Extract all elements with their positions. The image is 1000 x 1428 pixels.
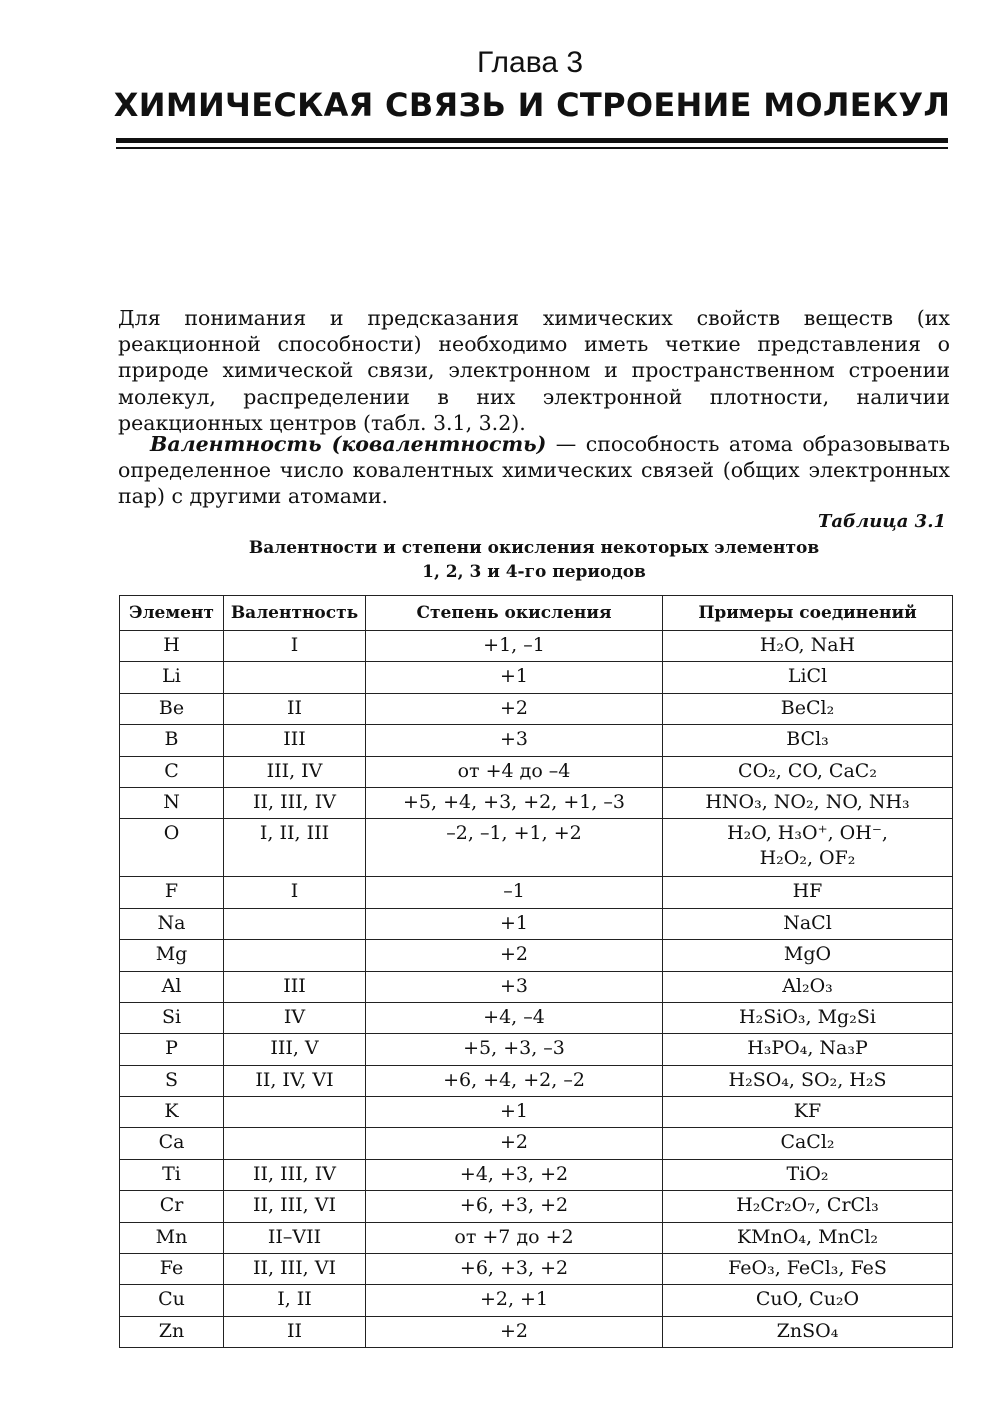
element-cell-text: N xyxy=(163,790,180,813)
oxidation-cell xyxy=(366,908,663,939)
examples-cell-text: H₂SO₄, SO₂, H₂S xyxy=(728,1068,887,1091)
valence-cell xyxy=(224,1097,366,1128)
table-row xyxy=(120,940,953,971)
table-header-row xyxy=(120,596,953,631)
oxidation-cell xyxy=(366,1097,663,1128)
oxidation-cell-text: –2, –1, +1, +2 xyxy=(446,822,582,845)
element-cell xyxy=(120,631,224,662)
table-row xyxy=(120,1159,953,1190)
oxidation-cell xyxy=(366,1316,663,1347)
oxidation-cell-text: +5, +4, +3, +2, +1, –3 xyxy=(402,790,626,813)
oxidation-cell xyxy=(366,1002,663,1033)
table-row xyxy=(120,662,953,693)
element-cell-text: Si xyxy=(161,1005,182,1028)
examples-cell xyxy=(663,1191,953,1222)
oxidation-cell-text: +6, +3, +2 xyxy=(459,1194,569,1217)
oxidation-cell xyxy=(366,1159,663,1190)
examples-cell-text: NaCl xyxy=(783,911,832,934)
table-row xyxy=(120,1097,953,1128)
valence-cell xyxy=(224,1191,366,1222)
valence-cell-text: III, V xyxy=(270,1037,319,1060)
oxidation-cell-text: +1 xyxy=(499,911,528,934)
valence-cell xyxy=(224,1034,366,1065)
valence-cell xyxy=(224,908,366,939)
valence-cell xyxy=(224,940,366,971)
valence-cell xyxy=(224,1128,366,1159)
table-label: Таблица 3.1 xyxy=(817,511,946,532)
oxidation-cell xyxy=(366,1034,663,1065)
examples-cell-text: H₂Cr₂O₇, CrCl₃ xyxy=(736,1194,879,1217)
examples-cell-text: HF xyxy=(792,880,823,903)
element-cell-text: Be xyxy=(158,696,185,719)
element-cell xyxy=(120,1097,224,1128)
oxidation-cell-text: +6, +4, +2, –2 xyxy=(443,1068,585,1091)
examples-cell-text: KF xyxy=(793,1100,822,1123)
table-row xyxy=(120,1002,953,1033)
header-oxidation: Степень окисления xyxy=(366,596,663,631)
table-title xyxy=(118,536,950,584)
oxidation-cell-text: +4, –4 xyxy=(483,1005,545,1028)
table-row xyxy=(120,787,953,818)
oxidation-cell-text: +2 xyxy=(499,943,528,966)
examples-cell xyxy=(663,1316,953,1347)
valence-cell xyxy=(224,971,366,1002)
oxidation-cell-text: +2, +1 xyxy=(479,1288,549,1311)
valence-cell xyxy=(224,662,366,693)
examples-cell xyxy=(663,1159,953,1190)
oxidation-cell-text: +1 xyxy=(499,1100,528,1123)
element-cell-text: Zn xyxy=(158,1319,185,1342)
examples-cell-text: CuO, Cu₂O xyxy=(755,1288,860,1311)
element-cell xyxy=(120,1065,224,1096)
valence-cell-text: III xyxy=(283,728,306,751)
valence-cell-text: II xyxy=(286,1319,302,1342)
valence-cell xyxy=(224,756,366,787)
element-cell-text: H xyxy=(163,634,180,656)
examples-cell-text-line-2: H₂O₂, OF₂ xyxy=(759,847,856,870)
definition-text: — способность атома образовывать определенное число ковалентных химических связей (общих электронных пар) с другими атомами. xyxy=(118,432,950,509)
element-cell xyxy=(120,1254,224,1285)
header-valence: Валентность xyxy=(224,596,366,631)
valence-cell-text: II xyxy=(286,696,302,719)
oxidation-cell xyxy=(366,819,663,877)
oxidation-cell-text: +5, +3, –3 xyxy=(463,1037,565,1060)
element-cell xyxy=(120,662,224,693)
valence-cell-text: II, III, IV xyxy=(253,1162,336,1185)
oxidation-cell-text: +2 xyxy=(499,696,528,719)
element-cell-text: B xyxy=(164,728,179,751)
table-row xyxy=(120,1065,953,1096)
element-cell-text: Ti xyxy=(162,1162,181,1185)
examples-cell-text: ZnSO₄ xyxy=(776,1319,839,1342)
valence-cell xyxy=(224,819,366,877)
examples-cell xyxy=(663,1285,953,1316)
element-cell xyxy=(120,756,224,787)
examples-cell xyxy=(663,819,953,877)
oxidation-cell-text: +1, –1 xyxy=(483,634,545,656)
element-cell-text: K xyxy=(164,1100,179,1123)
element-cell xyxy=(120,1128,224,1159)
valence-cell xyxy=(224,877,366,908)
valence-cell xyxy=(224,631,366,662)
oxidation-cell xyxy=(366,631,663,662)
element-cell xyxy=(120,940,224,971)
element-cell-text: P xyxy=(165,1037,178,1060)
oxidation-cell xyxy=(366,940,663,971)
valence-cell-text: II, III, IV xyxy=(253,790,336,813)
examples-cell-text: CaCl₂ xyxy=(780,1131,835,1154)
element-cell xyxy=(120,1034,224,1065)
examples-cell-text: FeO₃, FeCl₃, FeS xyxy=(728,1257,887,1280)
title-rule-thick xyxy=(116,138,948,143)
oxidation-cell-text: от +7 до +2 xyxy=(454,1225,574,1248)
examples-cell-text: MgO xyxy=(783,943,832,966)
examples-cell xyxy=(663,787,953,818)
element-cell xyxy=(120,787,224,818)
element-cell-text: Cu xyxy=(158,1288,185,1311)
element-cell xyxy=(120,725,224,756)
examples-cell-text: H₂SiO₃, Mg₂Si xyxy=(739,1005,876,1028)
valence-cell xyxy=(224,725,366,756)
valence-cell-text: III, IV xyxy=(266,759,323,782)
table-body xyxy=(120,631,953,1348)
valence-table xyxy=(119,595,953,1348)
oxidation-cell xyxy=(366,1065,663,1096)
intro-paragraph: Для понимания и предсказания химических свойств веществ (их реакционной способности) необходимо иметь четкие представления о природе химической связи, электронном и пространственном строении молекул, распределении в них электронной плотности, наличии реакционных центров (табл. 3.1, 3.2). xyxy=(118,306,950,435)
element-cell-text: Fe xyxy=(159,1257,184,1280)
oxidation-cell-text: +6, +3, +2 xyxy=(459,1257,569,1280)
examples-cell xyxy=(663,756,953,787)
definition-paragraph xyxy=(118,431,950,510)
valence-cell-text: II–VII xyxy=(267,1225,322,1248)
title-rule-thin xyxy=(116,147,948,149)
header-element: Элемент xyxy=(120,596,224,631)
element-cell xyxy=(120,1222,224,1253)
definition-term: Валентность (ковалентность) xyxy=(150,432,547,456)
valence-cell xyxy=(224,1065,366,1096)
element-cell-text: O xyxy=(163,822,180,845)
element-cell xyxy=(120,1191,224,1222)
element-cell-text: Al xyxy=(161,974,182,997)
element-cell-text: C xyxy=(164,759,179,782)
element-cell xyxy=(120,908,224,939)
oxidation-cell-text: +1 xyxy=(499,665,528,688)
examples-cell-text: Al₂O₃ xyxy=(782,974,833,997)
element-cell xyxy=(120,1159,224,1190)
valence-cell xyxy=(224,787,366,818)
table-row xyxy=(120,1191,953,1222)
examples-cell-text: H₃PO₄, Na₃P xyxy=(747,1037,868,1060)
element-cell-text: Mn xyxy=(155,1225,188,1248)
element-cell-text: Ca xyxy=(158,1131,185,1154)
oxidation-cell xyxy=(366,1285,663,1316)
oxidation-cell xyxy=(366,693,663,724)
oxidation-cell xyxy=(366,787,663,818)
examples-cell-text: TiO₂ xyxy=(786,1162,829,1185)
examples-cell xyxy=(663,725,953,756)
examples-cell xyxy=(663,631,953,662)
element-cell xyxy=(120,971,224,1002)
element-cell-text: S xyxy=(164,1068,179,1091)
examples-cell xyxy=(663,877,953,908)
oxidation-cell-text: +2 xyxy=(499,1319,528,1342)
valence-cell-text: I xyxy=(290,634,299,656)
table-row xyxy=(120,1128,953,1159)
examples-cell-text: BeCl₂ xyxy=(780,696,835,719)
examples-cell xyxy=(663,940,953,971)
valence-cell xyxy=(224,1254,366,1285)
oxidation-cell xyxy=(366,756,663,787)
element-cell-text: Na xyxy=(157,911,186,934)
table-row xyxy=(120,1254,953,1285)
examples-cell xyxy=(663,971,953,1002)
table-row xyxy=(120,1222,953,1253)
oxidation-cell xyxy=(366,1222,663,1253)
table-row xyxy=(120,631,953,662)
element-cell-text: Mg xyxy=(155,943,188,966)
oxidation-cell xyxy=(366,1254,663,1285)
element-cell xyxy=(120,877,224,908)
valence-cell-text: I xyxy=(290,880,299,903)
examples-cell xyxy=(663,693,953,724)
valence-cell-text: I, II xyxy=(277,1288,312,1311)
oxidation-cell xyxy=(366,877,663,908)
oxidation-cell-text: от +4 до –4 xyxy=(457,759,571,782)
oxidation-cell-text: –1 xyxy=(503,880,525,903)
examples-cell xyxy=(663,1254,953,1285)
valence-cell xyxy=(224,1316,366,1347)
element-cell xyxy=(120,693,224,724)
chapter-label: Глава 3 xyxy=(476,46,584,79)
valence-cell xyxy=(224,1222,366,1253)
table-row xyxy=(120,1316,953,1347)
examples-cell xyxy=(663,1002,953,1033)
element-cell-text: Li xyxy=(162,665,181,688)
examples-cell-text: BCl₃ xyxy=(786,728,829,751)
oxidation-cell-text: +4, +3, +2 xyxy=(459,1162,569,1185)
examples-cell-text: H₂O, NaH xyxy=(759,634,856,656)
table-row xyxy=(120,725,953,756)
examples-cell xyxy=(663,1222,953,1253)
oxidation-cell xyxy=(366,725,663,756)
table-row xyxy=(120,877,953,908)
examples-cell xyxy=(663,1034,953,1065)
examples-cell xyxy=(663,1128,953,1159)
element-cell xyxy=(120,819,224,877)
element-cell xyxy=(120,1316,224,1347)
oxidation-cell-text: +3 xyxy=(499,974,528,997)
valence-cell-text: II, III, VI xyxy=(253,1194,336,1217)
table-row xyxy=(120,819,953,877)
oxidation-cell xyxy=(366,1191,663,1222)
table-row xyxy=(120,1285,953,1316)
valence-cell xyxy=(224,1002,366,1033)
examples-cell-text: LiCl xyxy=(787,665,828,688)
valence-cell-text: III xyxy=(283,974,306,997)
examples-cell-text: KMnO₄, MnCl₂ xyxy=(736,1225,879,1248)
valence-cell-text: IV xyxy=(283,1005,306,1028)
valence-cell-text: II, IV, VI xyxy=(255,1068,334,1091)
examples-cell-text: CO₂, CO, CaC₂ xyxy=(738,759,877,782)
valence-cell xyxy=(224,693,366,724)
examples-cell xyxy=(663,1065,953,1096)
element-cell xyxy=(120,1002,224,1033)
oxidation-cell-text: +2 xyxy=(499,1131,528,1154)
valence-cell xyxy=(224,1285,366,1316)
table-title-line-1: Валентности и степени окисления некоторых элементов xyxy=(248,538,820,558)
examples-cell-text: HNO₃, NO₂, NO, NH₃ xyxy=(705,790,910,813)
table-row xyxy=(120,908,953,939)
element-cell-text: F xyxy=(164,880,179,903)
table-row xyxy=(120,756,953,787)
element-cell-text: Cr xyxy=(159,1194,184,1217)
oxidation-cell-text: +3 xyxy=(499,728,528,751)
chapter-title: ХИМИЧЕСКАЯ СВЯЗЬ И СТРОЕНИЕ МОЛЕКУЛ xyxy=(113,86,951,124)
oxidation-cell xyxy=(366,662,663,693)
examples-cell xyxy=(663,662,953,693)
table-row xyxy=(120,1034,953,1065)
table-row xyxy=(120,693,953,724)
examples-cell xyxy=(663,908,953,939)
header-examples: Примеры соединений xyxy=(663,596,953,631)
table-row xyxy=(120,971,953,1002)
valence-cell-text: I, II, III xyxy=(259,822,330,845)
table-title-line-2: 1, 2, 3 и 4-го периодов xyxy=(422,562,646,582)
oxidation-cell xyxy=(366,1128,663,1159)
oxidation-cell xyxy=(366,971,663,1002)
examples-cell-text: H₂O, H₃O⁺, OH⁻, xyxy=(727,822,888,845)
examples-cell xyxy=(663,1097,953,1128)
valence-cell-text: II, III, VI xyxy=(253,1257,336,1280)
valence-cell xyxy=(224,1159,366,1190)
element-cell xyxy=(120,1285,224,1316)
